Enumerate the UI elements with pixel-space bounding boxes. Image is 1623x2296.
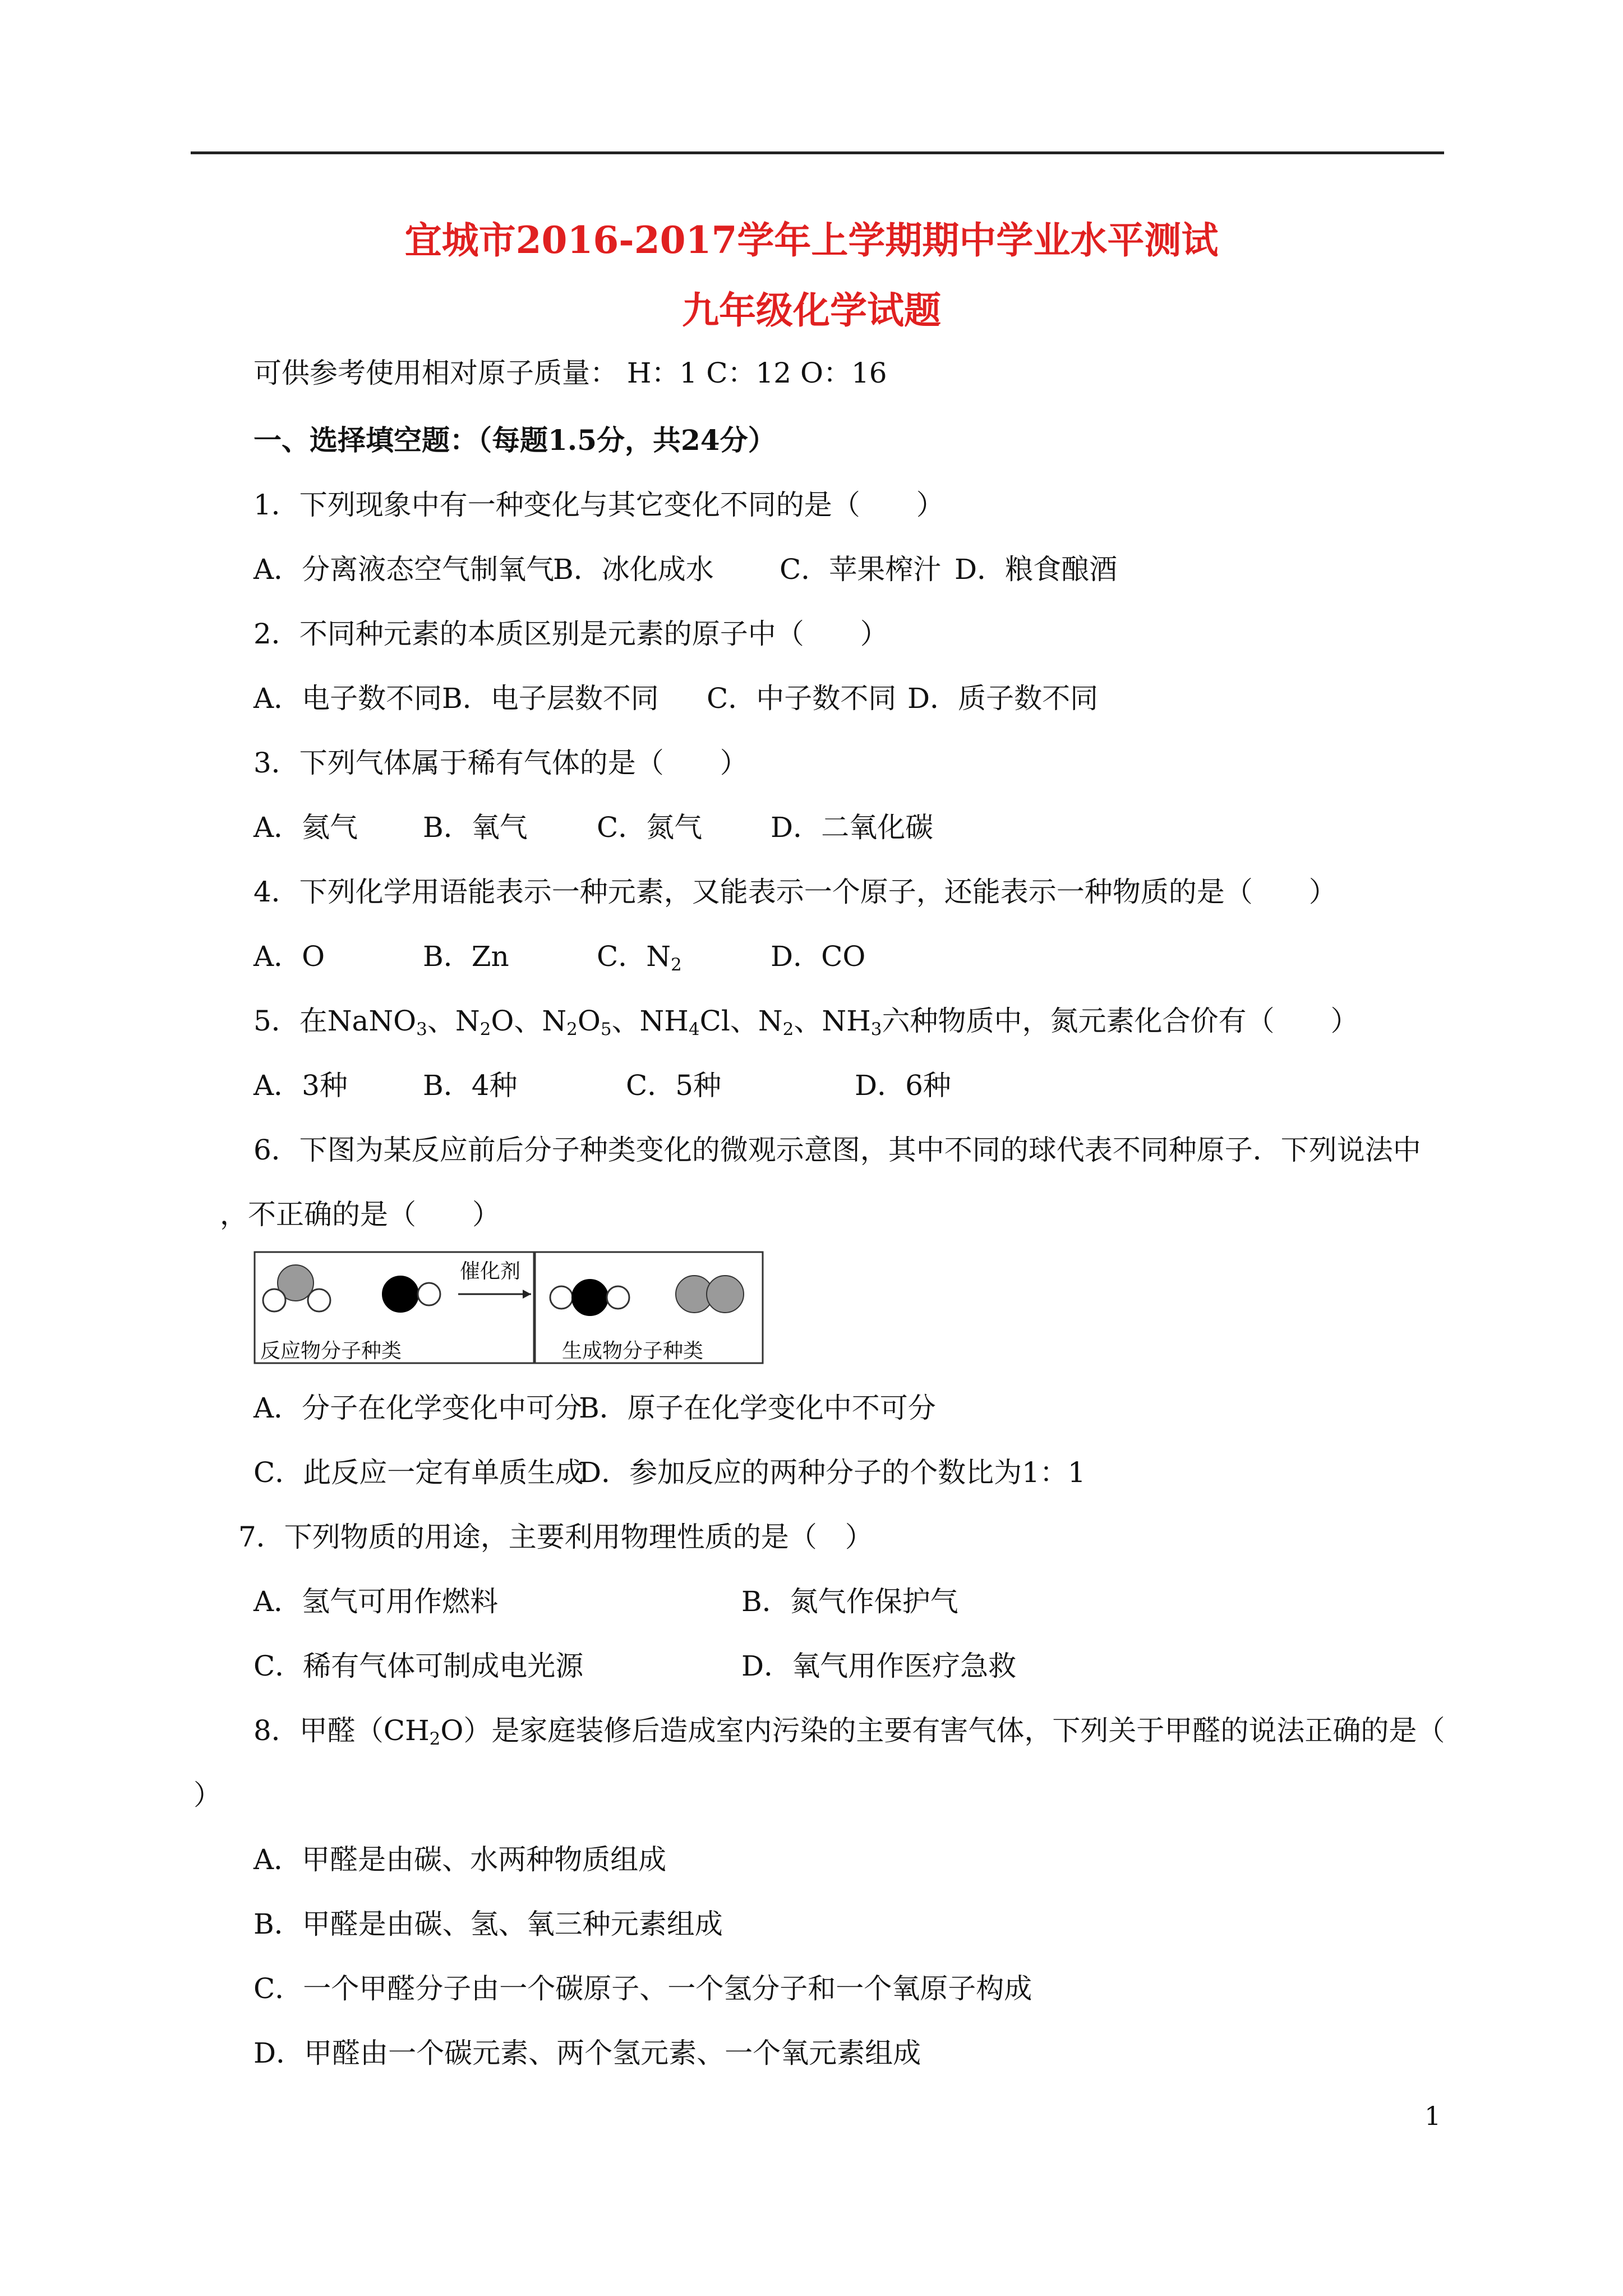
option-a: A．氢气可用作燃料 [253, 1585, 499, 1618]
question-8-option-b: B．甲醛是由碳、氢、氧三种元素组成 [253, 1908, 723, 1940]
question-8-option-c: C．一个甲醛分子由一个碳原子、一个氢分子和一个氧原子构成 [253, 1972, 1032, 2005]
option-a: A．分子在化学变化中可分 [253, 1392, 583, 1424]
question-1-stem: 1．下列现象中有一种变化与其它变化不同的是（ ） [253, 489, 944, 521]
subscript: 2 [671, 954, 682, 975]
question-6-stem-cont: ，不正确的是（ ） [220, 1198, 500, 1231]
option-b: B．电子层数不同 [442, 682, 659, 715]
reaction-diagram [253, 1251, 764, 1366]
text: O）是家庭装修后造成室内污染的主要有害气体，下列关于甲醛的说法正确的是（ [440, 1714, 1445, 1747]
option-a: A．3种 [253, 1069, 348, 1102]
question-8-stem [253, 1714, 1445, 1747]
option-b: B．4种 [423, 1069, 518, 1102]
reactants-label: 反应物分子种类 [260, 1340, 402, 1363]
text: O [577, 1005, 601, 1037]
option-b: B．Zn [423, 940, 509, 973]
question-7-stem: 7．下列物质的用途，主要利用物理性质的是（ ） [238, 1521, 873, 1553]
question-4-stem: 4．下列化学用语能表示一种元素，又能表示一个原子，还能表示一种物质的是（ ） [253, 876, 1337, 908]
option-b: B．氮气作保护气 [741, 1585, 958, 1618]
question-2-stem: 2．不同种元素的本质区别是元素的原子中（ ） [253, 618, 888, 650]
option-c: C．此反应一定有单质生成 [253, 1456, 584, 1489]
subscript: 3 [416, 1019, 427, 1039]
atom-white [308, 1289, 330, 1312]
option-d: D．质子数不同 [907, 682, 1099, 715]
option-a: A．分离液态空气制氧气 [253, 553, 555, 586]
option-c: C．稀有气体可制成电光源 [253, 1650, 584, 1682]
option-a: A．电子数不同 [253, 682, 442, 715]
subscript: 2 [429, 1728, 441, 1749]
exam-title: 宜城市2016-2017学年上学期期中学业水平测试 [404, 218, 1219, 262]
option-c: C．苹果榨汁 [780, 553, 942, 586]
question-8-option-d: D．甲醛由一个碳元素、两个氢元素、一个氧元素组成 [253, 2037, 921, 2069]
atom-black [572, 1280, 608, 1315]
question-8-option-a: A．甲醛是由碳、水两种物质组成 [253, 1843, 667, 1876]
reference-masses: 可供参考使用相对原子质量： H：1 C：12 O：16 [253, 357, 887, 389]
subscript: 2 [479, 1019, 491, 1039]
subscript: 5 [600, 1019, 612, 1039]
option-d: D．参加反应的两种分子的个数比为1：1 [579, 1456, 1086, 1489]
section-heading: 一、选择填空题：（每题1.5分，共24分） [253, 424, 776, 457]
text: Cl、N [699, 1005, 783, 1037]
atom-white [550, 1286, 573, 1309]
text: 、NH [611, 1005, 689, 1037]
atom-white [263, 1289, 285, 1312]
text: 、N [427, 1005, 480, 1037]
subscript: 4 [688, 1019, 700, 1039]
option-a: A．氦气 [253, 811, 358, 844]
option-a: A．O [253, 940, 325, 973]
atom-black [382, 1276, 418, 1312]
question-5-stem [253, 1004, 1358, 1038]
header-rule [191, 151, 1444, 154]
subscript: 2 [782, 1019, 794, 1039]
atom-white [418, 1283, 440, 1305]
atom-gray [707, 1276, 744, 1313]
question-6-stem: 6．下图为某反应前后分子种类变化的微观示意图，其中不同的球代表不同种原子．下列说法中 [253, 1134, 1421, 1166]
question-3-stem: 3．下列气体属于稀有气体的是（ ） [253, 747, 748, 779]
option-b: B．氧气 [423, 811, 528, 844]
products-label: 生成物分子种类 [562, 1340, 704, 1363]
text: 8．甲醛（CH [253, 1714, 430, 1747]
option-c-text: C．N [597, 940, 671, 973]
option-c: C．中子数不同 [707, 682, 897, 715]
exam-subtitle: 九年级化学试题 [682, 288, 941, 332]
option-c: C．氮气 [597, 811, 703, 844]
text: 六种物质中，氮元素化合价有（ ） [882, 1005, 1359, 1037]
page-number: 1 [1424, 2101, 1441, 2131]
text: 、NH [794, 1005, 871, 1037]
text: 5．在NaNO [253, 1005, 417, 1037]
option-d: D．CO [771, 940, 866, 973]
subscript: 3 [870, 1019, 882, 1039]
catalyst-label: 催化剂 [460, 1260, 521, 1283]
option-c [597, 940, 682, 973]
subscript: 2 [566, 1019, 578, 1039]
option-c: C．5种 [626, 1069, 722, 1102]
option-b: B．冰化成水 [553, 553, 714, 586]
option-d: D．6种 [855, 1069, 951, 1102]
question-8-stem-cont: ） [193, 1779, 222, 1811]
option-d: D．粮食酿酒 [955, 553, 1118, 586]
atom-white [607, 1286, 629, 1309]
option-d: D．氧气用作医疗急救 [741, 1650, 1017, 1682]
option-b: B．原子在化学变化中不可分 [579, 1392, 936, 1424]
option-d: D．二氧化碳 [771, 811, 934, 844]
text: O、N [491, 1005, 567, 1037]
